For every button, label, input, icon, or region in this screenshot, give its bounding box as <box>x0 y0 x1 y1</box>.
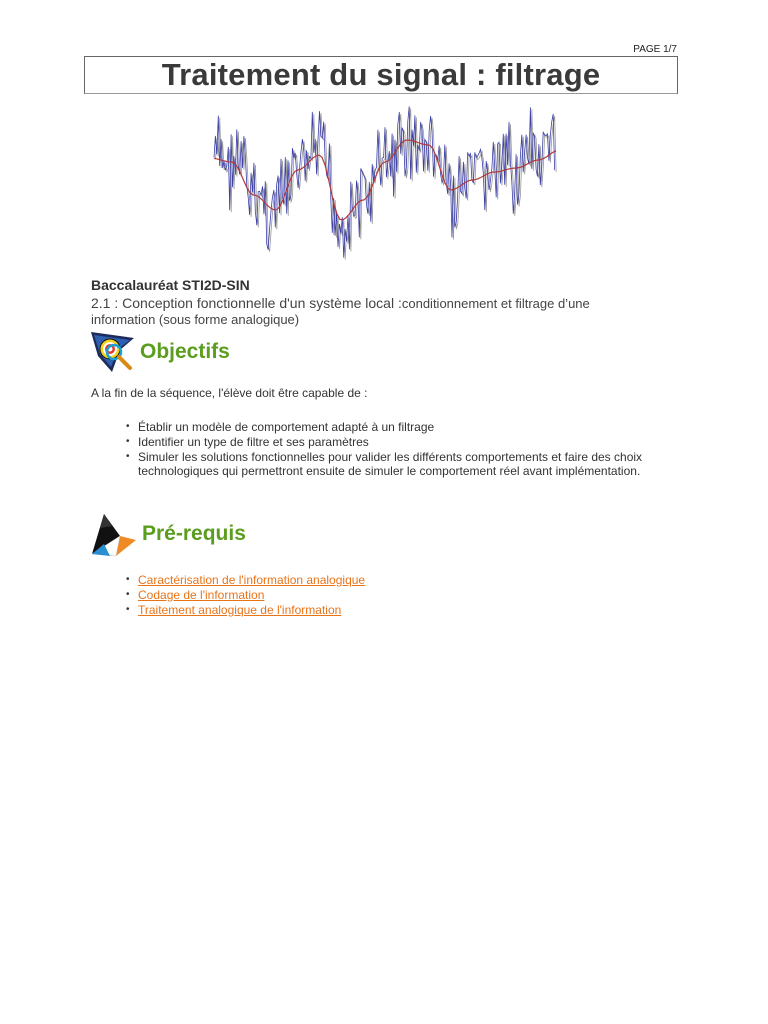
noisy-signal-path <box>214 106 555 257</box>
page-title: Traitement du signal : filtrage <box>161 57 601 92</box>
prerequis-link-codage[interactable]: Codage de l'information <box>138 587 265 602</box>
list-item: • Simuler les solutions fonctionnelles pour valider les différents comportements et faire des choix technologiques qui permettront ensuite de simuler le comportement réel avant implémentation. <box>124 450 664 480</box>
target-magnifier-icon <box>90 330 136 374</box>
list-item <box>124 603 524 618</box>
list-item <box>124 573 524 588</box>
prerequis-link-caracterisation[interactable]: Caractérisation de l'information analogique <box>138 573 366 587</box>
competence-code: 2.1 : Conception fonctionnelle d'un système local : <box>91 295 402 311</box>
objectifs-intro: A la fin de la séquence, l'élève doit être capable de : <box>91 386 368 400</box>
objectifs-heading: Objectifs <box>140 340 230 363</box>
prerequis-link-traitement[interactable]: Traitement analogique de l'information <box>138 602 342 617</box>
bac-label: Baccalauréat STI2D-SIN <box>91 277 250 293</box>
prerequis-heading: Pré-requis <box>142 522 246 545</box>
triangle-logo-icon <box>90 510 138 558</box>
signal-illustration <box>210 100 560 262</box>
prerequis-list <box>124 573 524 617</box>
page-number: PAGE 1/7 <box>633 44 677 55</box>
title-box <box>84 56 678 94</box>
noisy-signal-trace <box>214 106 556 259</box>
objectifs-list <box>124 420 664 479</box>
prerequis-section-header <box>90 510 246 558</box>
list-item <box>124 588 524 603</box>
list-item: • Établir un modèle de comportement adapté à un filtrage <box>124 420 664 435</box>
objectifs-section-header <box>90 330 230 374</box>
competence-text <box>91 295 651 328</box>
list-item: • Identifier un type de filtre et ses paramètres <box>124 435 664 450</box>
competence-detail: conditionnement et filtrage d’une information (sous forme analogique) <box>91 296 590 327</box>
